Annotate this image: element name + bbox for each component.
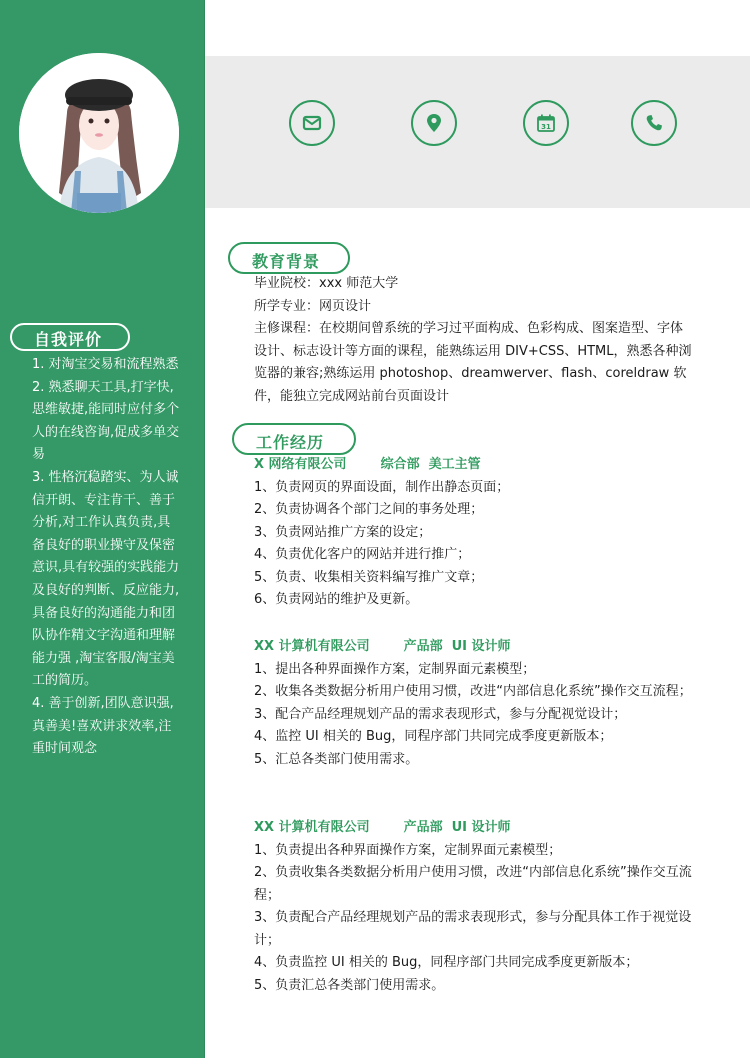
avatar <box>19 53 179 213</box>
job-duty: 5、负责、收集相关资料编写推广文章； <box>254 569 484 585</box>
job-duty: 4、负责监控 UI 相关的 Bug，同程序部门共同完成季度更新版本； <box>254 955 639 970</box>
job-header <box>254 454 694 477</box>
self-eval-item: 2. 熟悉聊天工具,打字快,思维敏捷,能同时应付多个人的在线咨询,促成多单交易 <box>32 379 180 463</box>
job-block <box>254 636 694 771</box>
job-duty: 2、负责协调各个部门之间的事务处理； <box>254 502 484 517</box>
self-eval-item: 3. 性格沉稳踏实、为人诚信开朗、专注肯干、善于分析,对工作认真负责,具备良好的职业操守及保密意识,具有较强的实践能力及良好的判断、反应能力,具备良好的沟通能力和团队协作精文字沟通和理解能力强 ,淘宝客服/淘宝美工的简历。 <box>32 469 180 689</box>
job-dept-role: 综合部 美工主管 <box>380 457 481 472</box>
job-duty: 5、汇总各类部门使用需求。 <box>254 751 419 767</box>
job-duty: 3、负责网站推广方案的设定； <box>254 524 432 540</box>
contact-location[interactable] <box>411 100 457 146</box>
job-dept-role: 产品部 UI 设计师 <box>403 820 511 835</box>
self-eval-list <box>32 354 182 761</box>
education-line: 主修课程：在校期间曾系统的学习过平面构成、色彩构成、图案造型、字体设计、标志设计等方面的课程，能熟练运用 DIV+CSS、HTML，熟悉各种浏览器的兼容;熟练运用 photoshop、dreamwerver、flash、coreldraw 软件，能独立完成网站前台页面设计 <box>254 321 692 404</box>
job-duty: 3、配合产品经理规划产品的需求表现形式，参与分配视觉设计； <box>254 706 627 722</box>
education-line: 所学专业：网页设计 <box>254 298 372 314</box>
education-title: 教育背景 <box>252 252 321 271</box>
self-eval-heading <box>10 323 130 351</box>
education-line: 毕业院校：xxx 师范大学 <box>254 276 399 291</box>
education-body <box>254 273 694 408</box>
contact-mail[interactable] <box>289 100 335 146</box>
education-heading <box>228 242 350 274</box>
job-duty: 6、负责网站的维护及更新。 <box>254 592 419 607</box>
job-duty: 5、负责汇总各类部门使用需求。 <box>254 977 445 993</box>
calendar-icon <box>536 113 556 133</box>
job-duty: 2、负责收集各类数据分析用户使用习惯，改进“内部信息化系统”操作交互流程； <box>254 865 692 903</box>
location-pin-icon <box>424 113 444 133</box>
job-duty: 4、监控 UI 相关的 Bug，同程序部门共同完成季度更新版本； <box>254 729 613 744</box>
job-duty: 1、负责网页的界面设面，制作出静态页面； <box>254 479 510 495</box>
avatar-illustration-icon <box>19 53 179 213</box>
mail-icon <box>302 113 322 133</box>
work-heading <box>232 423 356 455</box>
job-duty: 4、负责优化客户的网站并进行推广； <box>254 547 471 562</box>
self-eval-item: 1. 对淘宝交易和流程熟悉 <box>32 357 179 372</box>
job-dept-role: 产品部 UI 设计师 <box>403 639 511 654</box>
contact-phone[interactable] <box>631 100 677 146</box>
job-header <box>254 636 694 659</box>
contact-calendar[interactable] <box>523 100 569 146</box>
job-duty: 1、负责提出各种界面操作方案，定制界面元素模型； <box>254 842 562 858</box>
job-company: XX 计算机有限公司 <box>254 639 370 654</box>
contact-band <box>205 56 750 208</box>
job-duty: 1、提出各种界面操作方案，定制界面元素模型； <box>254 661 536 677</box>
self-eval-item: 4. 善于创新,团队意识强,真善美!喜欢讲求效率,注重时间观念 <box>32 695 174 757</box>
job-duty: 2、收集各类数据分析用户使用习惯，改进“内部信息化系统”操作交互流程； <box>254 684 692 699</box>
job-company: XX 计算机有限公司 <box>254 820 370 835</box>
job-block <box>254 454 694 612</box>
job-block <box>254 817 694 997</box>
job-company: X 网络有限公司 <box>254 457 347 472</box>
phone-icon <box>644 113 664 133</box>
work-title: 工作经历 <box>256 433 325 452</box>
job-header <box>254 817 694 840</box>
svg-text:31: 31 <box>541 123 551 131</box>
job-duty: 3、负责配合产品经理规划产品的需求表现形式，参与分配具体工作于视觉设计； <box>254 910 692 948</box>
self-eval-title: 自我评价 <box>34 330 103 349</box>
